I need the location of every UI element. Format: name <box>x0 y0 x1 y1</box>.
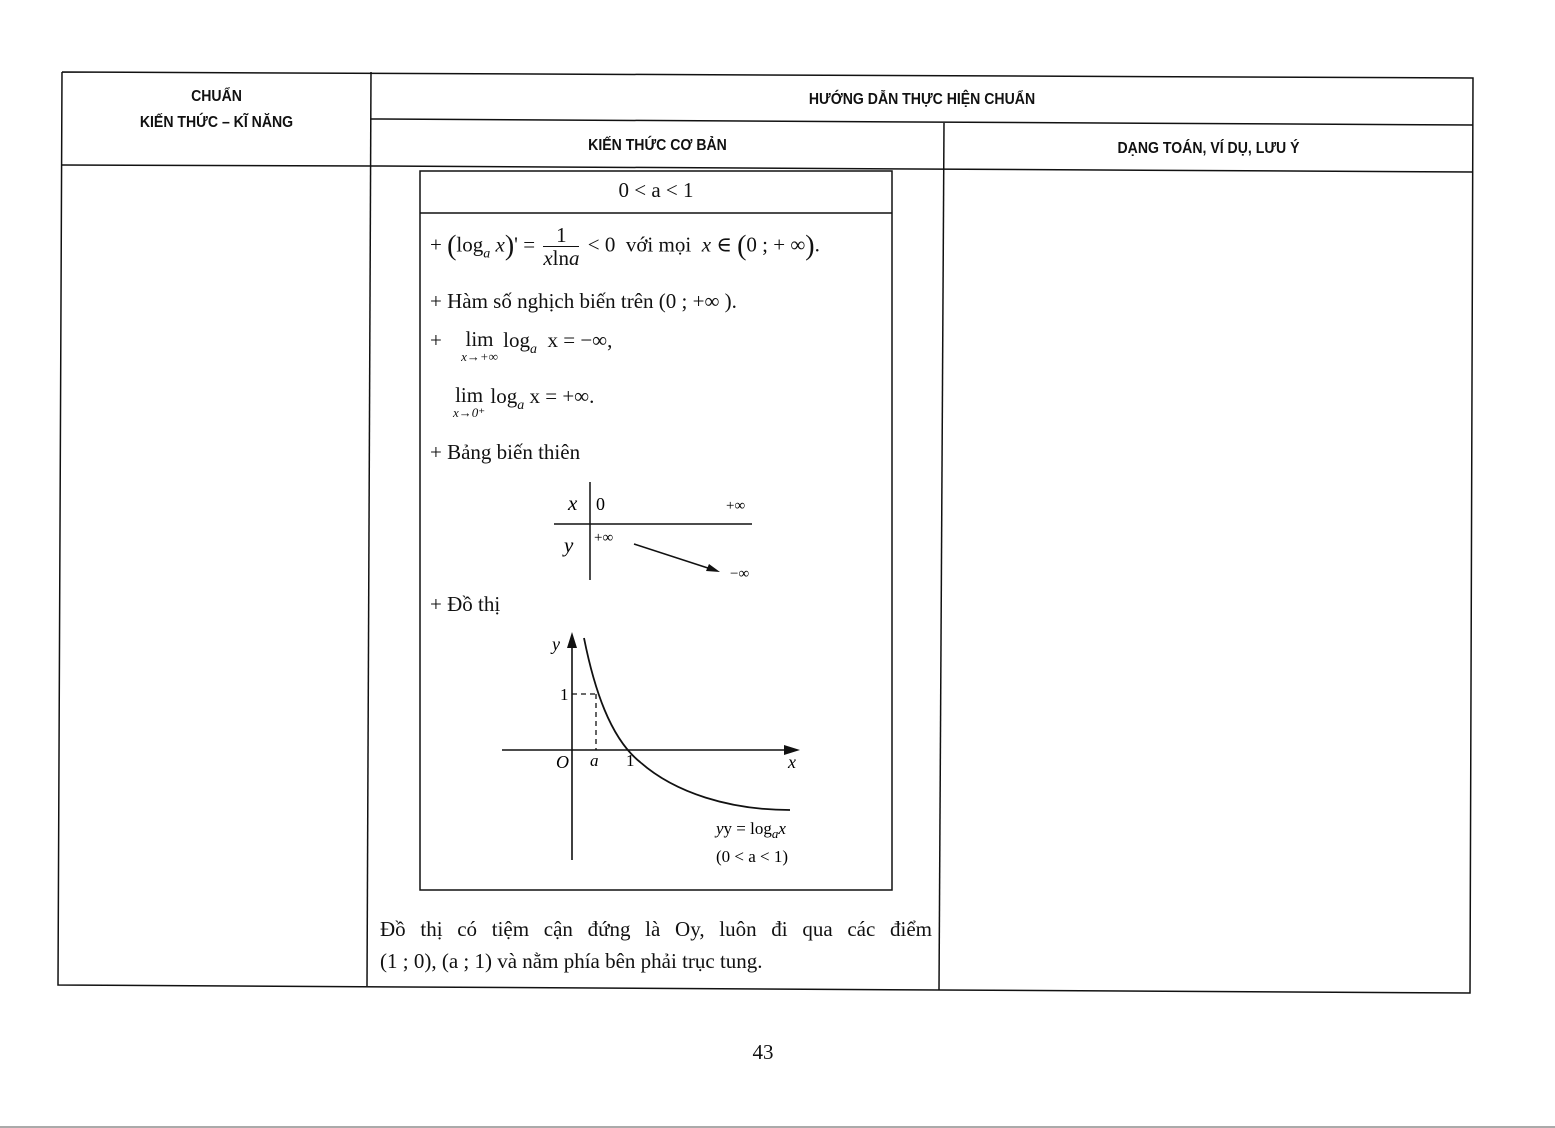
graph-origin: O <box>556 752 569 772</box>
box-title: 0 < a < 1 <box>618 178 694 202</box>
graph-y-label: y <box>552 634 560 654</box>
graph-condition: (0 < a < 1) <box>716 847 789 866</box>
limit-zero: lim x→0⁺ $\log_a x$ = +∞. <box>453 383 595 420</box>
graph-one-y: 1 <box>560 685 569 704</box>
graph-x-label: x <box>788 752 796 772</box>
monotone-statement: + Hàm số nghịch biến trên (0 ; +∞ ). <box>430 289 737 313</box>
graph-formula: yy = $\log_ax$ <box>716 819 786 841</box>
limit-plus-infinity: + lim x→+∞ $\log_a x$ = −∞, <box>430 327 613 364</box>
table-xinf: +∞ <box>726 498 746 514</box>
variation-table <box>540 478 770 588</box>
log-graph <box>490 628 820 868</box>
table-x-label: x <box>568 491 578 515</box>
table-x0: 0 <box>596 494 605 514</box>
decrease-arrow-head <box>706 564 720 572</box>
y-axis-arrow <box>567 632 577 648</box>
graph-one-x: 1 <box>626 751 635 770</box>
log-curve <box>584 638 790 810</box>
asymptote-note: Đồ thị có tiệm cận đứng là Oy, luôn đi qua các điểm (1 ; 0), (a ; 1) và nằm phía bên phải trục tung. <box>380 917 932 973</box>
graph-formula-x: x <box>778 819 786 838</box>
header-kien-thuc-co-ban: KIẾN THỨC CƠ BẢN <box>588 137 727 154</box>
graph-title: + Đồ thị <box>430 592 501 616</box>
derivative-formula: + ($\log_a$ x)' = $\frac{1}{xlna}$ < 0 với mọi x ∈ (0 ; + ∞). <box>430 223 820 270</box>
graph-formula-sub: a <box>771 826 779 841</box>
graph-a-x: a <box>590 751 599 770</box>
table-ytop: +∞ <box>594 530 614 546</box>
table-y-label: y <box>564 533 574 557</box>
header-chuan: CHUẨN KIẾN THỨC – KĨ NĂNG <box>139 88 294 131</box>
decrease-arrow <box>634 544 714 570</box>
derivative-fraction: $\frac{1}{xlna}$ <box>543 223 580 270</box>
variation-table-title: + Bảng biến thiên <box>430 440 581 464</box>
page-number: 43 <box>752 1040 774 1064</box>
header-dang-toan: DẠNG TOÁN, VÍ DỤ, LƯU Ý <box>1117 140 1300 157</box>
header-huong-dan: HƯỚNG DẪN THỰC HIỆN CHUẨN <box>808 91 1036 108</box>
table-ybot: −∞ <box>730 566 750 582</box>
